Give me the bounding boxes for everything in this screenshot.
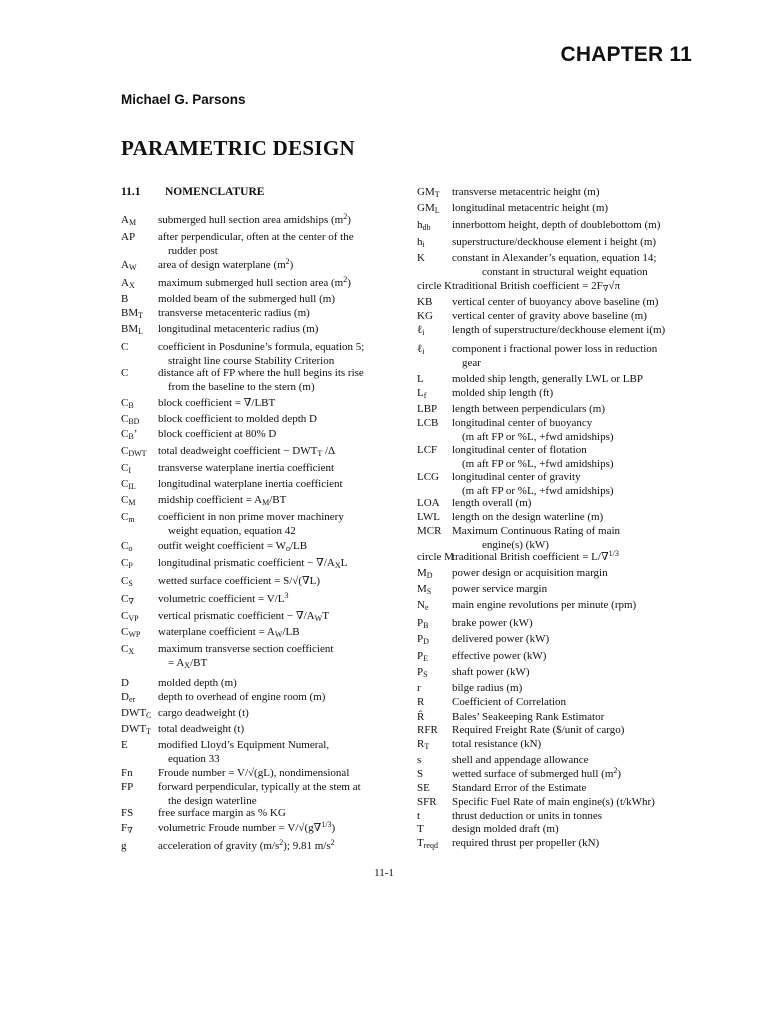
- entry-symbol: $P_S$: [417, 666, 428, 679]
- definition-line: coefficient in Posdunine’s formula, equation 5;: [158, 341, 365, 353]
- definition-line: molded depth (m): [158, 677, 237, 689]
- entry-definition: [452, 567, 608, 581]
- entry-definition: [452, 810, 602, 824]
- definition-line: superstructure/deckhouse element i height (m): [452, 236, 657, 248]
- definition-line: vertical prismatic coefficient − $\nabla/A_WT$: [158, 610, 329, 623]
- entry-definition: [452, 324, 665, 338]
- definition-line: acceleration of gravity $(m/s^2)$; 9.81 $m/s^2$: [158, 838, 335, 852]
- entry-symbol: $D_{er}$: [121, 691, 136, 704]
- entry-symbol: R̂: [417, 711, 425, 723]
- entry-definition: [158, 323, 318, 337]
- entry-symbol: ℓ$_i$: [417, 324, 425, 337]
- entry-definition: [158, 575, 320, 589]
- definition-line: Bales’ Seakeeping Rank Estimator: [452, 711, 605, 723]
- definition-line: main engine revolutions per minute (rpm): [452, 599, 637, 611]
- entry-definition: [158, 593, 288, 607]
- entry-symbol: $L_f$: [417, 387, 427, 400]
- entry-symbol: $DWT_T$: [121, 723, 151, 736]
- definition-line: transverse waterplane inertia coefficient: [158, 462, 335, 474]
- entry-symbol: $h_i$: [417, 236, 425, 249]
- entry-definition: [452, 696, 566, 710]
- definition-line: rudder post: [168, 244, 218, 257]
- definition-line: length of superstructure/deckhouse element i(m): [452, 324, 666, 336]
- entry-definition: [158, 677, 237, 691]
- entry-symbol: RFR: [417, 724, 438, 736]
- definition-line: Maximum Continuous Rating of main: [452, 525, 621, 537]
- entry-definition: [158, 428, 276, 442]
- definition-line: gear: [462, 356, 481, 369]
- entry-definition: [452, 633, 549, 647]
- entry-symbol: AP: [121, 231, 136, 243]
- entry-definition: [452, 738, 541, 752]
- entry-definition: [452, 296, 658, 310]
- entry-symbol: $DWT_C$: [121, 707, 152, 720]
- definition-line: maximum submerged hull section area $(m^2)$: [158, 275, 351, 289]
- definition-line: length between perpendiculars (m): [452, 403, 606, 415]
- definition-line: block coefficient to molded depth D: [158, 413, 317, 425]
- definition-line: traditional British coefficient = L/∇$^{1/3}$: [452, 549, 619, 563]
- definition-line: brake power (kW): [452, 617, 533, 629]
- entry-symbol: $P_D$: [417, 633, 429, 646]
- entry-definition: [452, 343, 657, 370]
- entry-symbol: KG: [417, 310, 433, 322]
- definition-line: volumetric Froude number = V/√(g∇$^{1/3}$): [158, 820, 336, 834]
- entry-definition: [452, 525, 620, 552]
- definition-line: from the baseline to the stern (m): [168, 380, 315, 393]
- entry-definition: [158, 462, 334, 476]
- definition-line: design molded draft (m): [452, 823, 559, 835]
- definition-line: molded ship length, generally LWL or LBP: [452, 373, 643, 385]
- entry-definition: [158, 307, 310, 321]
- definition-line: depth to overhead of engine room (m): [158, 691, 326, 703]
- entry-symbol: L: [417, 373, 424, 385]
- entry-definition: [452, 387, 553, 401]
- entry-definition: [452, 617, 533, 631]
- entry-symbol: $BM_L$: [121, 323, 144, 336]
- definition-line: effective power (kW): [452, 650, 547, 662]
- entry-symbol: FS: [121, 807, 134, 819]
- definition-line: longitudinal center of buoyancy: [452, 417, 593, 429]
- definition-line: after perpendicular, often at the center of the: [158, 231, 354, 243]
- entry-symbol: T: [417, 823, 424, 835]
- entry-symbol: E: [121, 739, 128, 751]
- definition-line: constant in structural weight equation: [482, 265, 648, 278]
- entry-symbol: $R_T$: [417, 738, 430, 751]
- definition-line: equation 33: [168, 752, 220, 765]
- definition-line: straight line course Stability Criterion: [168, 354, 335, 367]
- entry-symbol: LCB: [417, 417, 439, 429]
- entry-symbol: K: [417, 252, 425, 264]
- entry-symbol: $C_m$: [121, 511, 135, 524]
- entry-definition: [452, 403, 605, 417]
- entry-definition: [158, 494, 286, 508]
- entry-symbol: $h_{db}$: [417, 219, 431, 232]
- section-number: 11.1: [121, 186, 141, 198]
- entry-definition: [158, 367, 364, 394]
- definition-line: molded beam of the submerged hull (m): [158, 293, 335, 305]
- entry-definition: [158, 540, 307, 554]
- entry-symbol: circle M: [417, 551, 454, 563]
- entry-symbol: Fn: [121, 767, 133, 779]
- definition-line: forward perpendicular, typically at the stem at: [158, 781, 361, 793]
- definition-line: block coefficient = ∇/LBT: [158, 397, 276, 409]
- entry-symbol: $A_X$: [121, 277, 135, 290]
- section-title: NOMENCLATURE: [165, 186, 265, 198]
- entry-symbol: $C_M$: [121, 494, 136, 507]
- entry-definition: [158, 840, 335, 854]
- definition-line: waterplane coefficient = $A_W/LB$: [158, 626, 300, 639]
- definition-line: traditional British coefficient = $2F_\nabla√\pi$: [452, 280, 620, 293]
- entry-definition: [158, 781, 361, 808]
- entry-definition: [158, 626, 300, 640]
- entry-symbol: $M_D$: [417, 567, 433, 580]
- entry-definition: [452, 511, 603, 525]
- entry-definition: [452, 551, 619, 565]
- entry-symbol: $C_B$’: [121, 428, 138, 441]
- entry-definition: [158, 259, 293, 273]
- definition-line: area of design waterplane $(m^2)$: [158, 257, 294, 271]
- chapter-title: PARAMETRIC DESIGN: [121, 136, 355, 160]
- entry-definition: [158, 767, 349, 781]
- entry-symbol: $C_{IL}$: [121, 478, 136, 491]
- entry-definition: [452, 754, 589, 768]
- definition-line: wetted surface coefficient = S/√(∇L): [158, 575, 321, 587]
- definition-line: power design or acquisition margin: [452, 567, 608, 579]
- page-number: 11-1: [374, 867, 394, 879]
- entry-definition: [158, 691, 325, 705]
- entry-symbol: $C_{DWT}$: [121, 445, 147, 458]
- entry-definition: [158, 557, 347, 571]
- definition-line: distance aft of FP where the hull begins its rise: [158, 367, 364, 379]
- entry-definition: [452, 219, 660, 233]
- entry-symbol: $GM_L$: [417, 202, 440, 215]
- entry-definition: [452, 497, 531, 511]
- entry-definition: [452, 417, 614, 444]
- entry-symbol: $C_X$: [121, 643, 135, 656]
- entry-definition: [452, 373, 643, 387]
- entry-definition: [452, 236, 656, 250]
- entry-symbol: $N_e$: [417, 599, 429, 612]
- entry-definition: [452, 837, 599, 851]
- entry-definition: [452, 724, 624, 738]
- entry-symbol: S: [417, 768, 424, 780]
- entry-definition: [158, 293, 335, 307]
- entry-symbol: $A_W$: [121, 259, 137, 272]
- entry-symbol: $M_S$: [417, 583, 432, 596]
- section-heading: [121, 186, 264, 198]
- entry-symbol: s: [417, 754, 422, 766]
- entry-definition: [158, 445, 335, 459]
- entry-definition: [158, 397, 275, 411]
- entry-symbol: g: [121, 840, 127, 852]
- definition-line: innerbottom height, depth of doublebottom (m): [452, 219, 661, 231]
- entry-definition: [158, 822, 335, 836]
- entry-symbol: $T_{reqd}$: [417, 837, 438, 850]
- entry-definition: [452, 682, 522, 696]
- entry-definition: [452, 796, 655, 810]
- definition-line: thrust deduction or units in tonnes: [452, 810, 603, 822]
- entry-symbol: LOA: [417, 497, 440, 509]
- entry-symbol: $P_E$: [417, 650, 429, 663]
- definition-line: Required Freight Rate ($/unit of cargo): [452, 724, 625, 736]
- entry-symbol: LWL: [417, 511, 441, 523]
- entry-symbol: $C_S$: [121, 575, 133, 588]
- definition-line: the design waterline: [168, 794, 257, 807]
- definition-line: transverse metacentric height (m): [452, 186, 600, 198]
- definition-line: = $A_X/BT$: [168, 656, 208, 670]
- definition-line: (m aft FP or %L, +fwd amidships): [462, 430, 614, 443]
- entry-symbol: B: [121, 293, 129, 305]
- entry-symbol: C: [121, 367, 129, 379]
- entry-definition: [158, 723, 244, 737]
- entry-definition: [452, 252, 656, 279]
- entry-symbol: SFR: [417, 796, 437, 808]
- entry-definition: [158, 478, 343, 492]
- definition-line: Coefficient of Correlation: [452, 696, 567, 708]
- definition-line: power service margin: [452, 583, 548, 595]
- entry-definition: [452, 599, 636, 613]
- entry-symbol: FP: [121, 781, 134, 793]
- definition-line: free surface margin as % KG: [158, 807, 286, 819]
- entry-definition: [452, 202, 608, 216]
- author-name: Michael G. Parsons: [121, 92, 246, 107]
- definition-line: total deadweight (t): [158, 723, 245, 735]
- definition-line: Standard Error of the Estimate: [452, 782, 587, 794]
- definition-line: Specific Fuel Rate of main engine(s) (t/kWhr): [452, 796, 655, 808]
- entry-definition: [452, 666, 530, 680]
- entry-definition: [158, 511, 344, 538]
- entry-definition: [452, 768, 621, 782]
- entry-definition: [158, 413, 317, 427]
- definition-line: cargo deadweight (t): [158, 707, 249, 719]
- entry-symbol: $GM_T$: [417, 186, 440, 199]
- definition-line: Froude number = V/√(gL), nondimensional: [158, 767, 350, 779]
- entry-symbol: $C_o$: [121, 540, 133, 553]
- entry-symbol: circle K: [417, 280, 453, 292]
- entry-symbol: LCG: [417, 471, 439, 483]
- entry-definition: [452, 444, 614, 471]
- entry-symbol: R: [417, 696, 425, 708]
- definition-line: longitudinal metacentric height (m): [452, 202, 609, 214]
- entry-symbol: $BM_T$: [121, 307, 144, 320]
- definition-line: modified Lloyd’s Equipment Numeral,: [158, 739, 330, 751]
- entry-definition: [158, 739, 329, 766]
- entry-definition: [158, 214, 351, 228]
- entry-definition: [158, 807, 286, 821]
- definition-line: engine(s) (kW): [482, 538, 549, 551]
- entry-symbol: $C_P$: [121, 557, 133, 570]
- definition-line: total resistance (kN): [452, 738, 542, 750]
- entry-definition: [158, 610, 329, 624]
- entry-definition: [452, 782, 586, 796]
- definition-line: constant in Alexander’s equation, equation 14;: [452, 252, 657, 264]
- definition-line: length on the design waterline (m): [452, 511, 604, 523]
- definition-line: longitudinal waterplane inertia coefficient: [158, 478, 343, 490]
- entry-symbol: LBP: [417, 403, 438, 415]
- definition-line: weight equation, equation 42: [168, 524, 296, 537]
- entry-symbol: $C_I$: [121, 462, 132, 475]
- entry-definition: [158, 341, 364, 368]
- definition-line: vertical center of gravity above baseline (m): [452, 310, 647, 322]
- entry-symbol: $A_M$: [121, 214, 137, 227]
- definition-line: midship coefficient = $A_M/BT$: [158, 494, 287, 507]
- entry-definition: [158, 231, 354, 258]
- entry-definition: [452, 310, 647, 324]
- definition-line: longitudinal metacenteric radius (m): [158, 323, 319, 335]
- entry-symbol: $C_{WP}$: [121, 626, 141, 639]
- definition-line: required thrust per propeller (kN): [452, 837, 600, 849]
- entry-symbol: $C_B$: [121, 397, 134, 410]
- entry-symbol: KB: [417, 296, 433, 308]
- definition-line: outfit weight coefficient = $W_o/LB$: [158, 540, 308, 553]
- entry-symbol: r: [417, 682, 421, 694]
- definition-line: vertical center of buoyancy above baseline (m): [452, 296, 659, 308]
- definition-line: longitudinal prismatic coefficient − $\nabla/A_XL$: [158, 557, 348, 570]
- entry-symbol: D: [121, 677, 129, 689]
- definition-line: (m aft FP or %L, +fwd amidships): [462, 457, 614, 470]
- definition-line: longitudinal center of flotation: [452, 444, 587, 456]
- definition-line: coefficient in non prime mover machinery: [158, 511, 344, 523]
- chapter-heading: CHAPTER 11: [560, 43, 692, 66]
- entry-symbol: t: [417, 810, 421, 822]
- definition-line: transverse metacenteric radius (m): [158, 307, 310, 319]
- definition-line: maximum transverse section coefficient: [158, 643, 334, 655]
- entry-symbol: C: [121, 341, 129, 353]
- definition-line: component i fractional power loss in reduction: [452, 343, 658, 355]
- entry-symbol: ℓ$_i$: [417, 343, 425, 356]
- entry-definition: [452, 471, 614, 498]
- definition-line: (m aft FP or %L, +fwd amidships): [462, 484, 614, 497]
- entry-definition: [452, 650, 546, 664]
- entry-definition: [452, 823, 559, 837]
- entry-definition: [452, 280, 620, 294]
- definition-line: submerged hull section area amidships $(m^2)$: [158, 212, 351, 226]
- entry-definition: [158, 277, 351, 291]
- definition-line: bilge radius (m): [452, 682, 523, 694]
- entry-symbol: $C_\nabla$: [121, 593, 134, 606]
- definition-line: shell and appendage allowance: [452, 754, 589, 766]
- entry-definition: [158, 707, 249, 721]
- entry-symbol: $F_\nabla$: [121, 822, 133, 835]
- definition-line: block coefficient at 80% D: [158, 428, 277, 440]
- definition-line: shaft power (kW): [452, 666, 530, 678]
- definition-line: delivered power (kW): [452, 633, 550, 645]
- entry-symbol: MCR: [417, 525, 442, 537]
- definition-line: length overall (m): [452, 497, 532, 509]
- entry-symbol: $C_{BD}$: [121, 413, 140, 426]
- definition-line: total deadweight coefficient − $DWT_T$ /Δ: [158, 445, 336, 458]
- entry-symbol: LCF: [417, 444, 438, 456]
- entry-definition: [158, 643, 333, 670]
- definition-line: wetted surface of submerged hull $(m^2)$: [452, 766, 622, 780]
- entry-symbol: $P_B$: [417, 617, 429, 630]
- entry-definition: [452, 711, 604, 725]
- definition-line: longitudinal center of gravity: [452, 471, 581, 483]
- definition-line: molded ship length (ft): [452, 387, 554, 399]
- definition-line: volumetric coefficient = $V/L^3$: [158, 591, 289, 605]
- entry-symbol: SE: [417, 782, 430, 794]
- entry-symbol: $C_{VP}$: [121, 610, 139, 623]
- entry-definition: [452, 186, 600, 200]
- entry-definition: [452, 583, 547, 597]
